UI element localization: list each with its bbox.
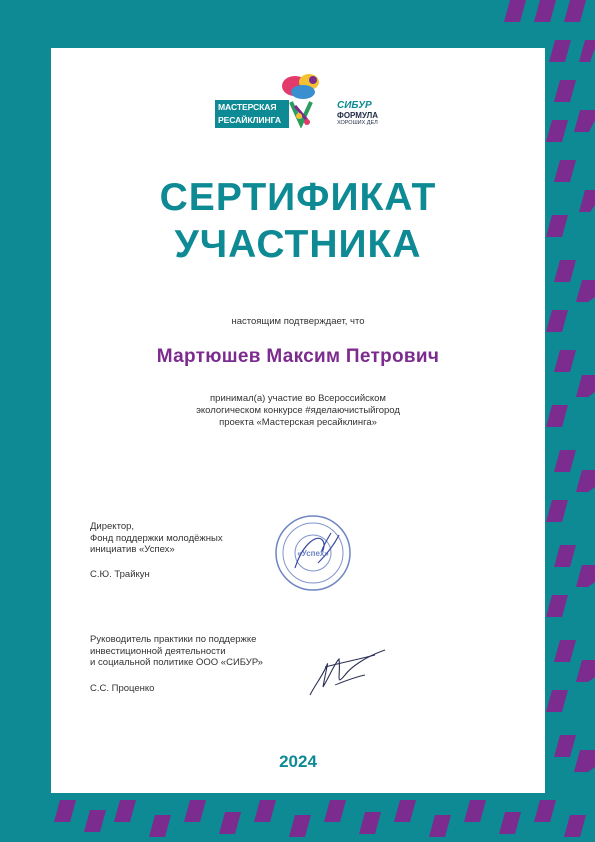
recipient-name: Мартюшев Максим Петрович (156, 346, 440, 367)
description-line: принимал(а) участие во Всероссийском (210, 393, 386, 404)
signatory2-name: С.С. Проценко (90, 683, 155, 694)
signatory2-position (90, 634, 263, 669)
sibur-deeds: ХОРОШИХ ДЕЛ (337, 120, 378, 126)
recycling-mascot-icon (277, 72, 327, 128)
position-line: инициатив «Успех» (90, 544, 175, 555)
position-line: и социальной политике ООО «СИБУР» (90, 657, 263, 668)
signature-icon (305, 645, 390, 700)
project-logo-line1: МАСТЕРСКАЯ (218, 102, 277, 112)
logo-block (215, 72, 385, 132)
description (51, 393, 545, 429)
title-line1: СЕРТИФИКАТ (159, 176, 437, 219)
sibur-brand: СИБУР (337, 100, 372, 111)
svg-text:«Успех»: «Успех» (297, 549, 329, 558)
description-line: экологическом конкурсе #яделаючистыйгород (196, 405, 400, 416)
title-line2: УЧАСТНИКА (174, 223, 422, 266)
signatory1-position (90, 521, 223, 556)
year: 2024 (279, 752, 317, 771)
sibur-formula: ФОРМУЛА (337, 111, 379, 120)
position-line: Фонд поддержки молодёжных (90, 532, 223, 544)
position-line: Директор, (90, 521, 135, 532)
description-line: проекта «Мастерская ресайклинга» (219, 417, 377, 428)
position-line: Руководитель практики по поддержке (90, 634, 257, 645)
sibur-logo (337, 100, 397, 126)
stamp-seal-icon (273, 513, 353, 593)
position-line: инвестиционной деятельности (90, 645, 226, 657)
signatory1-name: С.Ю. Трайкун (90, 569, 150, 580)
project-logo-line2: РЕСАЙКЛИНГА (218, 115, 281, 125)
confirm-text: настоящим подтверждает, что (231, 316, 365, 327)
